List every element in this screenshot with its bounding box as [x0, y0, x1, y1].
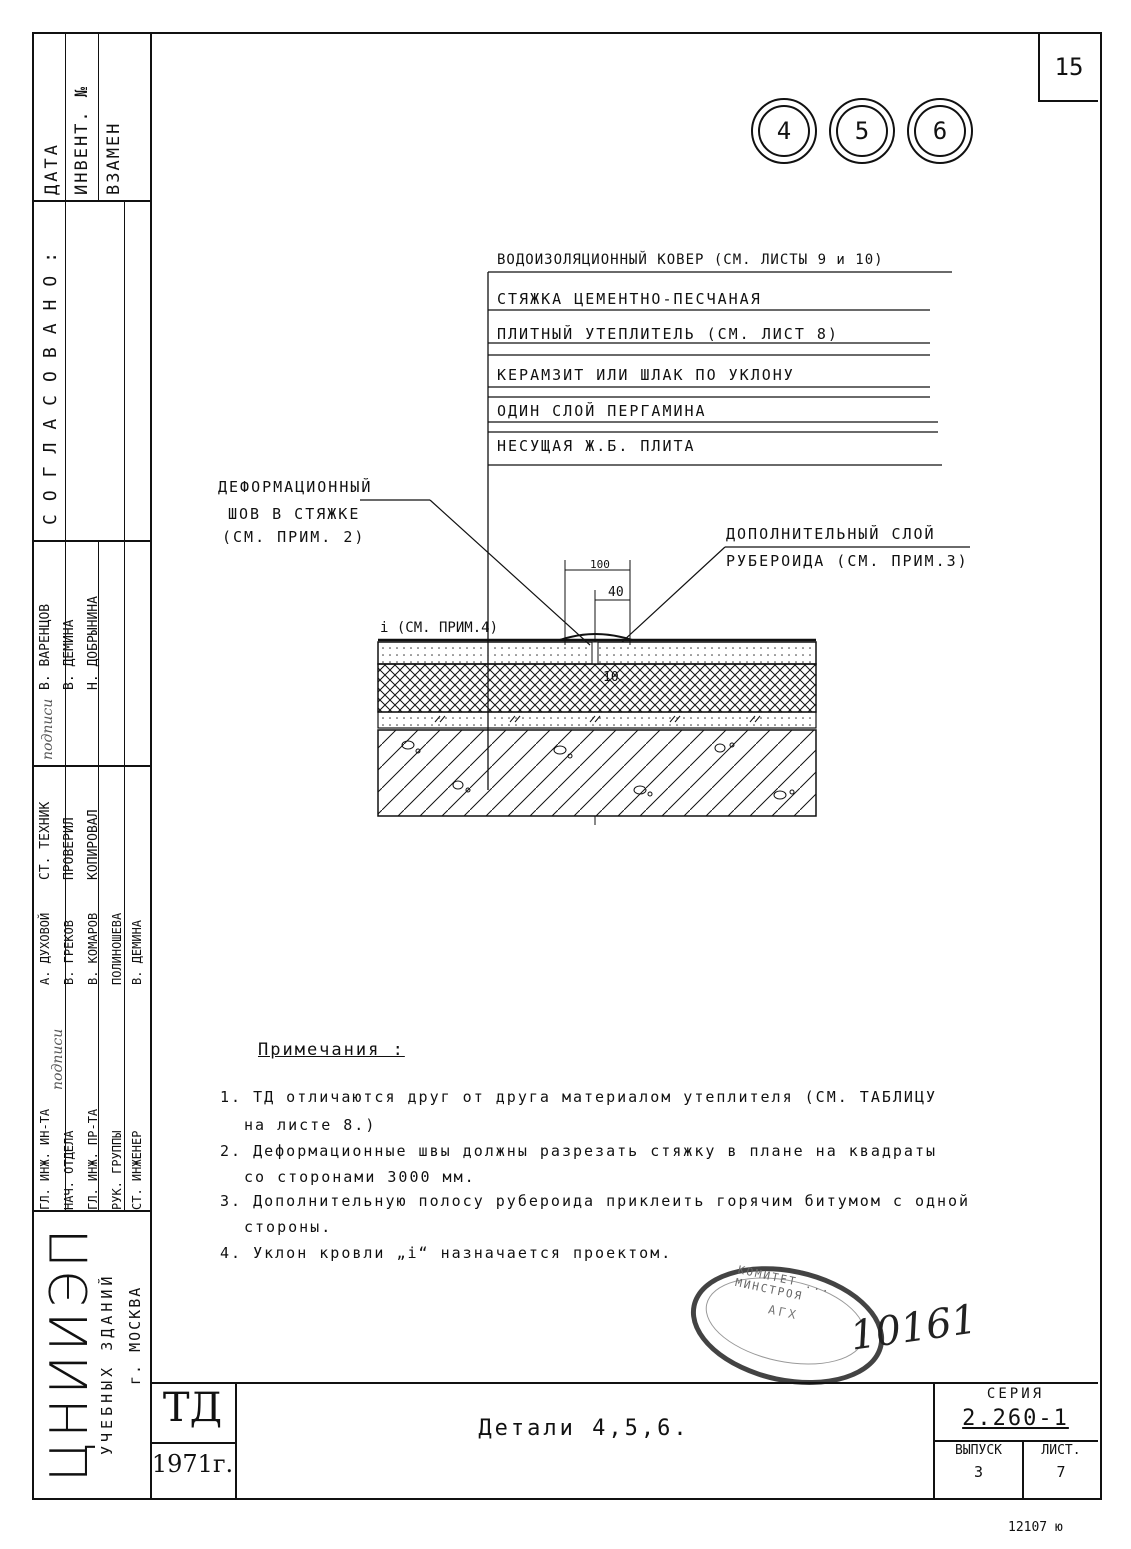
side-col-b-2: В. ГРЕКОВ	[62, 919, 76, 985]
sheet-value: 7	[1056, 1463, 1066, 1481]
joint-callout-2: ШОВ В СТЯЖКЕ	[228, 505, 361, 523]
layer-label-1: ВОДОИЗОЛЯЦИОННЫЙ КОВЕР (СМ. ЛИСТЫ 9 и 10)	[497, 252, 884, 268]
slope-label: i (СМ. ПРИМ.4)	[380, 620, 499, 636]
layer-label-5: ОДИН СЛОЙ ПЕРГАМИНА	[497, 402, 707, 420]
side-col-d-3: Н. ДОБРЫНИНА	[86, 596, 101, 690]
layer-label-4: КЕРАМЗИТ ИЛИ ШЛАК ПО УКЛОНУ	[497, 366, 795, 384]
layer-label-2: СТЯЖКА ЦЕМЕНТНО-ПЕСЧАНАЯ	[497, 290, 762, 308]
side-replace: ВЗАМЕН	[104, 121, 124, 195]
extra-layer-callout-1: ДОПОЛНИТЕЛЬНЫЙ СЛОЙ	[726, 525, 936, 543]
footer-code: 12107 ю	[1008, 1520, 1063, 1535]
section-drawing	[360, 260, 980, 830]
series-label: СЕРИЯ	[986, 1386, 1045, 1402]
issue-number: 3	[973, 1463, 984, 1481]
joint-callout-1: ДЕФОРМАЦИОННЫЙ	[218, 478, 373, 496]
note-line-7: 4. Уклон кровли „i“ назначается проектом.	[220, 1244, 673, 1262]
side-col-a-3: ГЛ. ИНЖ. ПР-ТА	[86, 1108, 100, 1210]
note-line-6: стороны.	[244, 1218, 333, 1236]
side-col-d-2: В. ДЕМИНА	[62, 619, 77, 690]
sheet-label: ЛИСТ.	[1041, 1443, 1081, 1458]
side-col-b-5: В. ДЕМИНА	[130, 919, 144, 985]
org-name: ЦНИИЭП	[40, 1224, 100, 1482]
notes-title: Примечания :	[258, 1040, 405, 1060]
series-number: 2.260-1	[962, 1406, 1069, 1431]
side-agreed: СОГЛАСОВАНО:	[40, 238, 61, 525]
side-date: ДАТА	[42, 142, 62, 195]
side-col-d-1: В. ВАРЕНЦОВ	[38, 603, 53, 690]
drawing-title: Детали 4,5,6.	[478, 1416, 690, 1441]
title-year: 1971г.	[151, 1450, 234, 1478]
side-col-b-1: А. ДУХОВОЙ	[38, 912, 52, 985]
note-line-1: 1. ТД отличаются друг от друга материалом утеплителя (СМ. ТАБЛИЦУ	[220, 1088, 937, 1106]
note-line-3: 2. Деформационные швы должны разрезать стяжку в плане на квадраты	[220, 1142, 937, 1160]
side-col-a-5: СТ. ИНЖЕНЕР	[130, 1130, 144, 1210]
extra-layer-callout-2: РУБЕРОИДА (СМ. ПРИМ.3)	[726, 552, 969, 570]
org-city: г. МОСКВА	[126, 1285, 144, 1385]
side-col-c-3: КОПИРОВАЛ	[86, 809, 101, 880]
stamp-inner: АГХ	[767, 1302, 800, 1323]
issue-label: ВЫПУСК	[955, 1443, 1002, 1458]
dim-40: 40	[608, 585, 624, 600]
stamp-ring-text: КОМИТЕТ ... МИНСТРОЯ	[734, 1263, 833, 1303]
note-line-5: 3. Дополнительную полосу рубероида приклеить горячим битумом с одной	[220, 1192, 971, 1210]
org-subtitle: УЧЕБНЫХ ЗДАНИЙ	[98, 1272, 116, 1455]
detail-circle-6: 6	[907, 98, 973, 164]
side-signatures-2: подписи	[50, 1028, 66, 1090]
sheet-number-box	[1038, 32, 1098, 102]
sheet-number: 15	[1054, 53, 1084, 81]
side-col-c-2: ПРОВЕРИЛ	[62, 817, 77, 880]
joint-callout-3: (СМ. ПРИМ. 2)	[222, 528, 366, 546]
side-col-b-3: В. КОМАРОВ	[86, 912, 100, 985]
side-col-b-4: ПОЛИНОШЕВА	[110, 912, 124, 985]
side-col-c-1: СТ. ТЕХНИК	[38, 801, 53, 880]
dim-100: 100	[590, 558, 610, 571]
side-invent: ИНВЕНТ. №	[72, 84, 92, 195]
stamp-number: 10161	[847, 1296, 980, 1360]
layer-label-6: НЕСУЩАЯ Ж.Б. ПЛИТА	[497, 437, 696, 455]
side-col-a-1: ГЛ. ИНЖ. ИН-ТА	[38, 1108, 52, 1210]
detail-circle-4: 4	[751, 98, 817, 164]
side-col-a-4: РУК. ГРУППЫ	[110, 1130, 124, 1210]
detail-circle-5: 5	[829, 98, 895, 164]
note-line-2: на листе 8.)	[244, 1116, 377, 1134]
title-code: ТД	[162, 1385, 223, 1431]
side-col-a-2: НАЧ. ОТДЕЛА	[62, 1130, 76, 1210]
note-line-4: со сторонами 3000 мм.	[244, 1168, 476, 1186]
layer-label-3: ПЛИТНЫЙ УТЕПЛИТЕЛЬ (СМ. ЛИСТ 8)	[497, 325, 839, 343]
side-signatures-1: подписи	[40, 698, 56, 760]
